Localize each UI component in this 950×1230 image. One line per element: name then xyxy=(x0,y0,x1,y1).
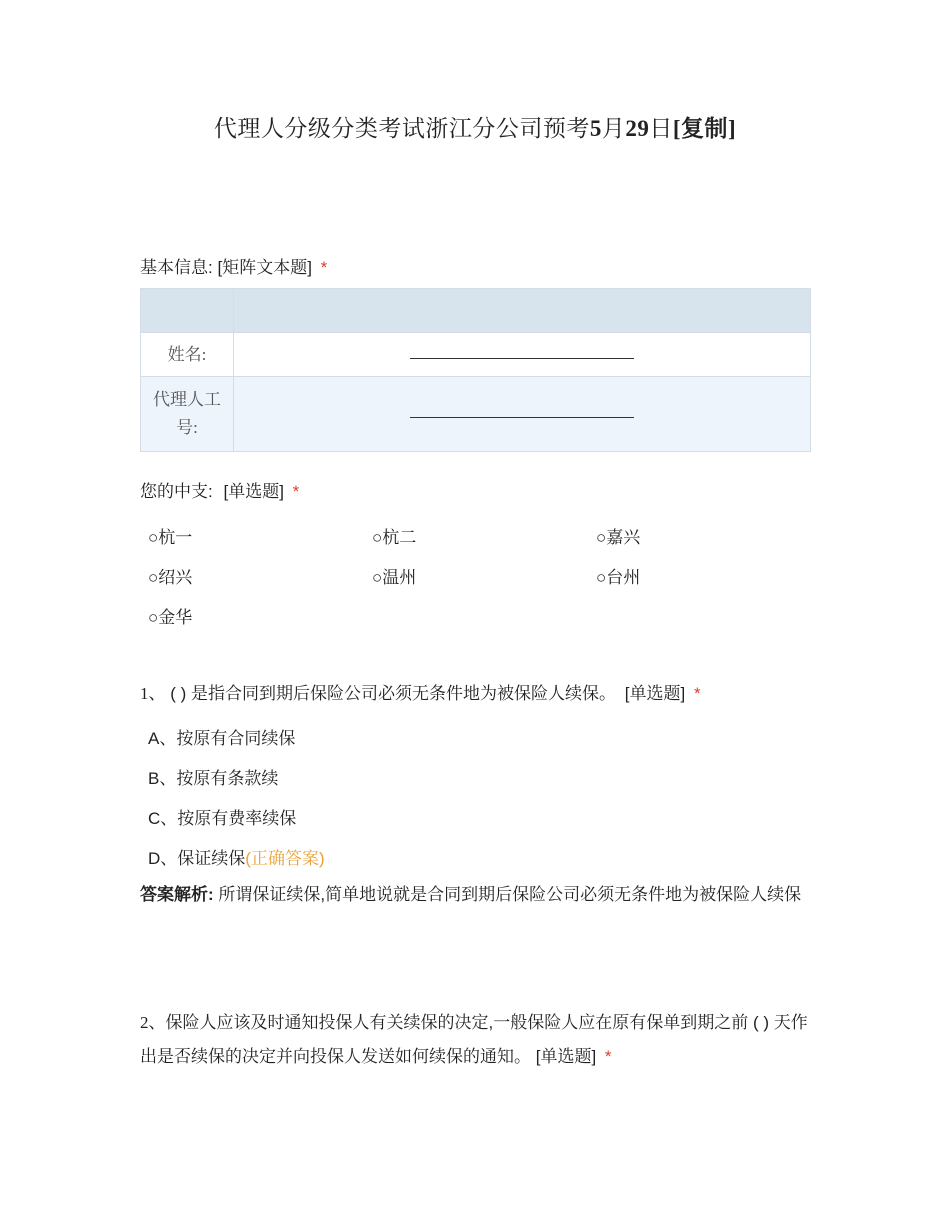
required-mark: * xyxy=(292,482,300,501)
analysis-text: 所谓保证续保,简单地说就是合同到期后保险公司必须无条件地为被保险人续保 xyxy=(218,885,802,904)
title-month-unit: 月 xyxy=(601,116,626,141)
basic-info-heading xyxy=(140,253,327,278)
question2-type: [单选题] xyxy=(535,1047,597,1066)
correct-answer-tag: (正确答案) xyxy=(245,849,325,868)
choice-label: D、保证续保 xyxy=(148,849,246,868)
question1-type: [单选题] xyxy=(624,684,686,703)
branch-option[interactable]: ○杭二 xyxy=(372,528,417,547)
branch-option[interactable]: ○嘉兴 xyxy=(596,528,641,547)
title-month: 5 xyxy=(589,116,602,141)
choice-label: B、按原有条款续 xyxy=(148,769,279,788)
matrix-row-agent-id xyxy=(141,377,811,452)
branch-question-label: 您的中支: xyxy=(140,482,213,501)
agent-id-label-line2: 号: xyxy=(176,418,198,437)
agent-id-field[interactable] xyxy=(234,377,811,452)
matrix-header-cell xyxy=(234,289,811,333)
branch-option[interactable]: ○金华 xyxy=(148,608,193,627)
question2-text: 保险人应该及时通知投保人有关续保的决定,一般保险人应在原有保单到期之前 ( ) 天作出是否续保的决定并向投保人发送如何续保的通知。 xyxy=(140,1013,808,1066)
question1-analysis xyxy=(140,882,815,907)
branch-option[interactable]: ○台州 xyxy=(596,568,641,587)
basic-info-label: 基本信息: xyxy=(140,258,213,277)
matrix-row-label xyxy=(141,333,234,377)
basic-info-matrix xyxy=(140,288,811,452)
name-field[interactable] xyxy=(234,333,811,377)
title-day: 29 xyxy=(625,116,650,141)
title-day-unit: 日 xyxy=(649,116,673,141)
question2-number: 2、 xyxy=(140,1013,166,1032)
branch-question-type: [单选题] xyxy=(223,482,284,501)
basic-info-type: [矩阵文本题] xyxy=(217,258,312,277)
choice-label: A、按原有合同续保 xyxy=(148,729,296,748)
agent-id-label-line1: 代理人工 xyxy=(153,390,221,409)
matrix-header-row xyxy=(141,289,811,333)
question1-choice-d[interactable] xyxy=(148,844,325,869)
required-mark: * xyxy=(693,684,701,703)
matrix-row-name xyxy=(141,333,811,377)
page-title xyxy=(0,110,950,143)
branch-option[interactable]: ○温州 xyxy=(372,568,417,587)
question1-text: ( ) 是指合同到期后保险公司必须无条件地为被保险人续保。 xyxy=(170,684,617,703)
branch-question-heading xyxy=(140,477,299,502)
matrix-row-label xyxy=(141,377,234,452)
agent-id-blank-line[interactable] xyxy=(410,405,634,418)
question1-choice-c[interactable] xyxy=(148,804,296,829)
name-blank-line[interactable] xyxy=(410,346,634,359)
title-text: 代理人分级分类考试浙江分公司预考 xyxy=(213,116,590,141)
name-label: 姓名: xyxy=(167,344,207,364)
matrix-header-cell xyxy=(141,289,234,333)
question1-number: 1、 xyxy=(140,684,166,703)
analysis-label: 答案解析: xyxy=(140,885,214,904)
question2-heading xyxy=(140,1006,815,1074)
question1-heading xyxy=(140,679,701,704)
branch-option[interactable]: ○绍兴 xyxy=(148,568,193,587)
question1-choice-b[interactable] xyxy=(148,764,278,789)
choice-label: C、按原有费率续保 xyxy=(148,809,297,828)
required-mark: * xyxy=(604,1047,612,1066)
branch-option[interactable]: ○杭一 xyxy=(148,528,193,547)
question1-choice-a[interactable] xyxy=(148,724,295,749)
required-mark: * xyxy=(320,258,328,277)
title-copy-tag: [复制] xyxy=(672,116,737,141)
